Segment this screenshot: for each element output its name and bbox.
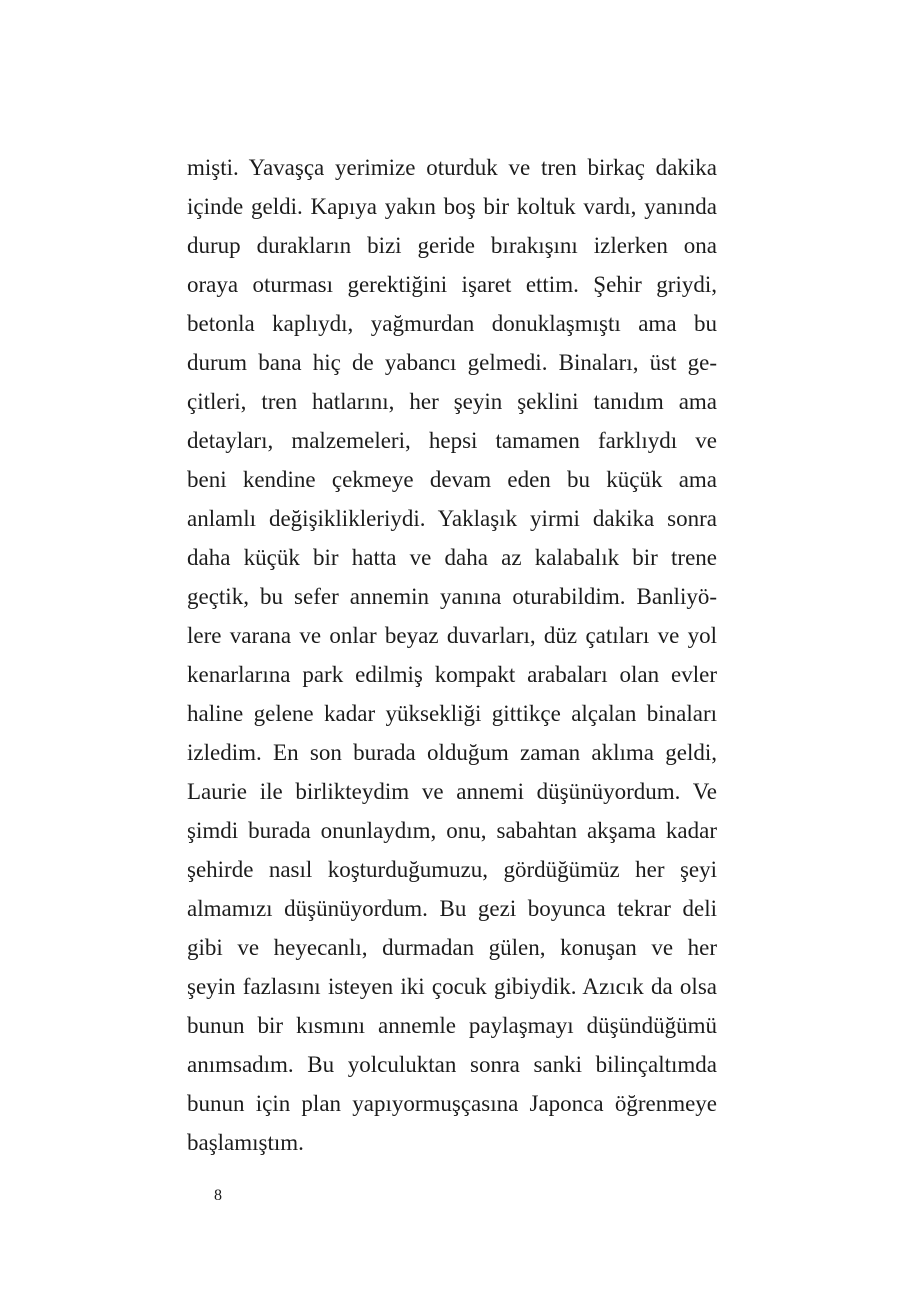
text-line-last: başlamıştım.	[187, 1130, 304, 1155]
text-line: mişti. Yavaşça yerimize oturduk ve tren birkaç dakika	[187, 155, 717, 180]
text-line: detayları, malzemeleri, hepsi tamamen farklıydı ve	[187, 428, 717, 453]
text-line: çitleri, tren hatlarını, her şeyin şeklini tanıdım ama	[187, 389, 717, 414]
text-line: anlamlı değişiklikleriydi. Yaklaşık yirmi dakika sonra	[187, 506, 717, 531]
text-line: durup durakların bizi geride bırakışını izlerken ona	[187, 233, 717, 258]
text-line: bunun için plan yapıyormuşçasına Japonca öğrenmeye	[187, 1091, 717, 1116]
text-line: bunun bir kısmını annemle paylaşmayı düşündüğümü	[187, 1013, 717, 1038]
text-line: lere varana ve onlar beyaz duvarları, düz çatıları ve yol	[187, 623, 717, 648]
text-line: beni kendine çekmeye devam eden bu küçük ama	[187, 467, 717, 492]
text-line: oraya oturması gerektiğini işaret ettim. Şehir griydi,	[187, 272, 717, 297]
text-line: kenarlarına park edilmiş kompakt arabaları olan evler	[187, 662, 717, 687]
text-line: içinde geldi. Kapıya yakın boş bir koltuk vardı, yanında	[187, 194, 717, 219]
text-line: şeyin fazlasını isteyen iki çocuk gibiydik. Azıcık da olsa	[187, 974, 717, 999]
text-line: anımsadım. Bu yolculuktan sonra sanki bilinçaltımda	[187, 1052, 717, 1077]
text-line: izledim. En son burada olduğum zaman aklıma geldi,	[187, 740, 717, 765]
text-line: betonla kaplıydı, yağmurdan donuklaşmıştı ama bu	[187, 311, 717, 336]
text-line: şimdi burada onunlaydım, onu, sabahtan akşama kadar	[187, 818, 717, 843]
text-line: geçtik, bu sefer annemin yanına oturabildim. Banliyö-	[187, 584, 717, 609]
text-line: şehirde nasıl koşturduğumuzu, gördüğümüz her şeyi	[187, 857, 717, 882]
body-text	[187, 148, 717, 1162]
text-line: haline gelene kadar yüksekliği gittikçe alçalan binaları	[187, 701, 717, 726]
text-line: Laurie ile birlikteydim ve annemi düşünüyordum. Ve	[187, 779, 717, 804]
page-number: 8	[214, 1187, 222, 1204]
text-line: durum bana hiç de yabancı gelmedi. Binaları, üst ge-	[187, 350, 717, 375]
text-line: daha küçük bir hatta ve daha az kalabalık bir trene	[187, 545, 717, 570]
text-line: almamızı düşünüyordum. Bu gezi boyunca tekrar deli	[187, 896, 717, 921]
text-line: gibi ve heyecanlı, durmadan gülen, konuşan ve her	[187, 935, 717, 960]
